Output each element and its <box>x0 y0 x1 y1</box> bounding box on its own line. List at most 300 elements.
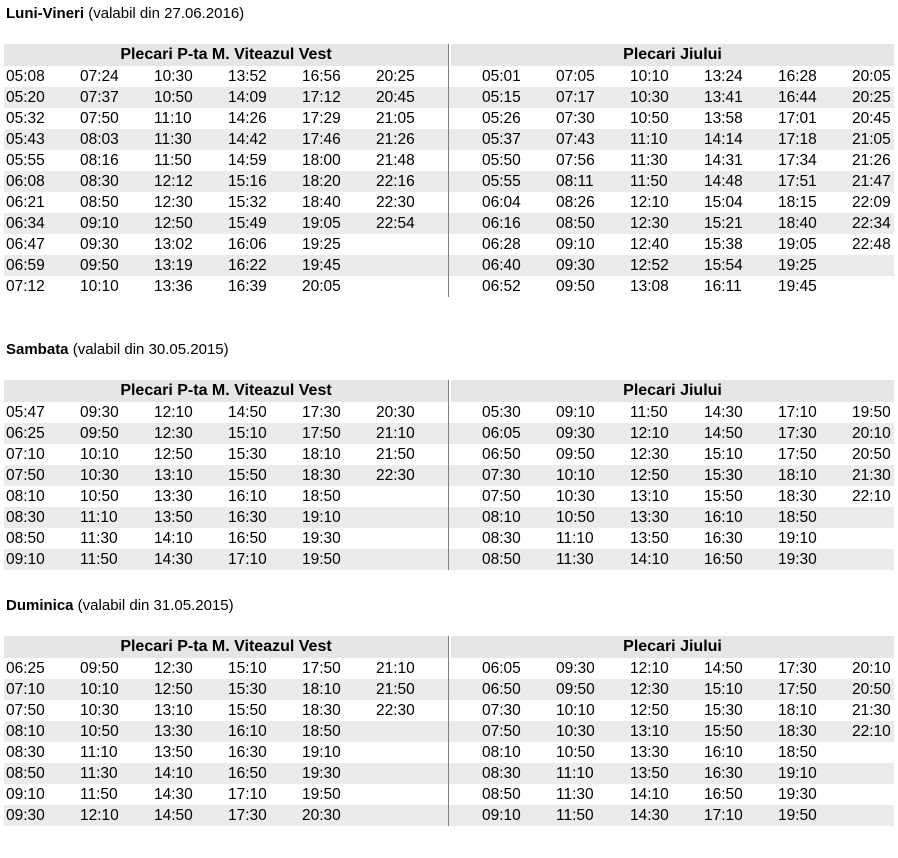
header-left: Plecari P-ta M. Viteazul Vest <box>4 636 448 658</box>
row-background <box>4 234 894 255</box>
departure-time-right: 07:30 <box>482 702 521 719</box>
departure-time-right: 17:50 <box>778 681 817 698</box>
row-background <box>4 129 894 150</box>
departure-time-right: 17:30 <box>778 660 817 677</box>
departure-time-left: 07:12 <box>6 278 45 295</box>
departure-time-left: 10:10 <box>80 446 119 463</box>
departure-time-right: 20:10 <box>852 425 891 442</box>
departure-time-right: 19:30 <box>778 551 817 568</box>
row-background <box>4 108 894 129</box>
header-right: Plecari Jiului <box>451 636 894 658</box>
departure-time-right: 17:01 <box>778 110 817 127</box>
departure-time-right: 13:10 <box>630 723 669 740</box>
departure-time-right: 09:50 <box>556 278 595 295</box>
column-divider <box>448 636 449 826</box>
departure-time-left: 06:59 <box>6 257 45 274</box>
departure-time-right: 17:34 <box>778 152 817 169</box>
departure-time-left: 14:30 <box>154 786 193 803</box>
row-background <box>4 213 894 234</box>
departure-time-left: 15:30 <box>228 681 267 698</box>
departure-time-right: 06:16 <box>482 215 521 232</box>
departure-time-left: 18:00 <box>302 152 341 169</box>
departure-time-right: 14:30 <box>630 807 669 824</box>
departure-time-right: 07:56 <box>556 152 595 169</box>
departure-time-right: 19:50 <box>852 404 891 421</box>
departure-time-left: 19:10 <box>302 509 341 526</box>
departure-time-left: 08:50 <box>80 194 119 211</box>
departure-time-right: 05:26 <box>482 110 521 127</box>
departure-time-right: 10:50 <box>556 744 595 761</box>
departure-time-right: 17:10 <box>778 404 817 421</box>
header-right: Plecari Jiului <box>451 380 894 402</box>
departure-time-right: 12:30 <box>630 681 669 698</box>
departure-time-right: 10:10 <box>556 702 595 719</box>
departure-time-left: 11:30 <box>80 765 118 782</box>
row-background <box>4 171 894 192</box>
departure-time-right: 10:50 <box>556 509 595 526</box>
departure-time-right: 07:05 <box>556 68 595 85</box>
departure-time-left: 20:30 <box>376 404 415 421</box>
departure-time-left: 12:50 <box>154 446 193 463</box>
table-row <box>4 700 894 721</box>
departure-time-right: 05:50 <box>482 152 521 169</box>
departure-time-left: 20:45 <box>376 89 415 106</box>
departure-time-left: 06:47 <box>6 236 45 253</box>
departure-time-left: 11:10 <box>80 744 118 761</box>
departure-time-right: 14:31 <box>704 152 743 169</box>
departure-time-right: 12:10 <box>630 660 669 677</box>
departure-time-left: 16:56 <box>302 68 341 85</box>
departure-time-right: 09:30 <box>556 660 595 677</box>
departure-time-left: 15:50 <box>228 702 267 719</box>
table-row <box>4 234 894 255</box>
row-background <box>4 276 894 297</box>
table-row <box>4 171 894 192</box>
departure-time-left: 08:30 <box>6 509 45 526</box>
departure-time-right: 12:50 <box>630 467 669 484</box>
section-validity: (valabil din 27.06.2016) <box>84 5 245 22</box>
departure-time-left: 13:02 <box>154 236 193 253</box>
departure-time-right: 22:10 <box>852 488 891 505</box>
row-background <box>4 255 894 276</box>
departure-time-left: 10:10 <box>80 681 119 698</box>
table-row <box>4 87 894 108</box>
departure-time-left: 08:10 <box>6 488 45 505</box>
departure-time-left: 08:16 <box>80 152 119 169</box>
departure-time-left: 18:20 <box>302 173 341 190</box>
departure-time-left: 06:34 <box>6 215 45 232</box>
table-row <box>4 486 894 507</box>
departure-time-right: 08:30 <box>482 765 521 782</box>
departure-time-right: 12:10 <box>630 425 669 442</box>
departure-time-right: 06:05 <box>482 660 521 677</box>
departure-time-right: 05:30 <box>482 404 521 421</box>
departure-time-left: 13:50 <box>154 744 193 761</box>
departure-time-left: 12:50 <box>154 681 193 698</box>
departure-time-left: 19:50 <box>302 551 341 568</box>
departure-time-left: 10:30 <box>80 702 119 719</box>
departure-time-right: 11:10 <box>556 530 594 547</box>
departure-time-right: 17:50 <box>778 446 817 463</box>
departure-time-right: 13:50 <box>630 765 669 782</box>
departure-time-left: 19:50 <box>302 786 341 803</box>
departure-time-right: 19:50 <box>778 807 817 824</box>
departure-time-right: 13:41 <box>704 89 743 106</box>
departure-time-left: 08:10 <box>6 723 45 740</box>
departure-time-right: 15:54 <box>704 257 743 274</box>
departure-time-right: 06:40 <box>482 257 521 274</box>
departure-time-right: 06:05 <box>482 425 521 442</box>
departure-time-right: 15:50 <box>704 488 743 505</box>
departure-time-left: 10:30 <box>154 68 193 85</box>
table-row <box>4 255 894 276</box>
departure-time-left: 14:30 <box>154 551 193 568</box>
departure-time-left: 05:47 <box>6 404 45 421</box>
row-background <box>4 658 894 679</box>
departure-time-right: 19:10 <box>778 765 817 782</box>
departure-time-right: 15:04 <box>704 194 743 211</box>
departure-time-left: 08:30 <box>80 173 119 190</box>
departure-time-left: 12:50 <box>154 215 193 232</box>
section-title <box>6 341 229 358</box>
departure-time-left: 15:49 <box>228 215 267 232</box>
departure-time-right: 09:10 <box>482 807 521 824</box>
departure-time-left: 15:50 <box>228 467 267 484</box>
departure-time-right: 11:10 <box>630 131 668 148</box>
departure-time-right: 07:30 <box>556 110 595 127</box>
departure-time-right: 09:10 <box>556 404 595 421</box>
departure-time-right: 07:43 <box>556 131 595 148</box>
departure-time-left: 19:05 <box>302 215 341 232</box>
table-row <box>4 528 894 549</box>
table-row <box>4 742 894 763</box>
departure-time-left: 14:09 <box>228 89 267 106</box>
departure-time-left: 09:30 <box>6 807 45 824</box>
departure-time-right: 10:50 <box>630 110 669 127</box>
departure-time-right: 17:51 <box>778 173 817 190</box>
departure-time-right: 14:48 <box>704 173 743 190</box>
departure-time-right: 16:30 <box>704 530 743 547</box>
departure-time-right: 16:30 <box>704 765 743 782</box>
departure-time-right: 21:30 <box>852 467 891 484</box>
departure-time-left: 18:10 <box>302 681 341 698</box>
departure-time-right: 08:11 <box>556 173 594 190</box>
departure-time-right: 12:10 <box>630 194 669 211</box>
departure-time-left: 21:10 <box>376 660 415 677</box>
table-row <box>4 108 894 129</box>
departure-time-right: 07:30 <box>482 467 521 484</box>
departure-time-right: 10:30 <box>556 488 595 505</box>
row-background <box>4 805 894 826</box>
section-day-label: Luni-Vineri <box>6 5 85 22</box>
departure-time-right: 22:34 <box>852 215 891 232</box>
table-row <box>4 423 894 444</box>
departure-time-left: 06:21 <box>6 194 45 211</box>
row-background <box>4 679 894 700</box>
table-row <box>4 658 894 679</box>
departure-time-right: 22:48 <box>852 236 891 253</box>
departure-time-left: 19:10 <box>302 744 341 761</box>
departure-time-right: 12:30 <box>630 215 669 232</box>
departure-time-right: 16:44 <box>778 89 817 106</box>
section-day-label: Duminica <box>6 597 74 614</box>
departure-time-right: 17:30 <box>778 425 817 442</box>
departure-time-left: 06:08 <box>6 173 45 190</box>
departure-time-right: 09:10 <box>556 236 595 253</box>
departure-time-left: 11:50 <box>80 786 118 803</box>
table-row <box>4 192 894 213</box>
departure-time-left: 21:50 <box>376 681 415 698</box>
departure-time-left: 14:10 <box>154 530 193 547</box>
departure-time-right: 08:50 <box>482 551 521 568</box>
departure-time-left: 18:40 <box>302 194 341 211</box>
departure-time-left: 10:50 <box>80 488 119 505</box>
departure-time-right: 11:30 <box>630 152 668 169</box>
departure-time-right: 21:05 <box>852 131 891 148</box>
departure-time-right: 18:40 <box>778 215 817 232</box>
row-background <box>4 507 894 528</box>
departure-time-left: 07:24 <box>80 68 119 85</box>
departure-time-left: 18:30 <box>302 467 341 484</box>
header-left: Plecari P-ta M. Viteazul Vest <box>4 380 448 402</box>
departure-time-left: 19:45 <box>302 257 341 274</box>
departure-time-left: 09:50 <box>80 257 119 274</box>
departure-time-left: 08:50 <box>6 765 45 782</box>
departure-time-left: 20:05 <box>302 278 341 295</box>
departure-time-right: 11:50 <box>630 404 668 421</box>
section-validity: (valabil din 31.05.2015) <box>73 597 234 614</box>
departure-time-left: 09:50 <box>80 425 119 442</box>
departure-time-right: 18:15 <box>778 194 817 211</box>
departure-time-right: 21:26 <box>852 152 891 169</box>
departure-time-right: 16:10 <box>704 744 743 761</box>
departure-time-left: 10:30 <box>80 467 119 484</box>
departure-time-left: 18:50 <box>302 488 341 505</box>
departure-time-left: 10:10 <box>80 278 119 295</box>
departure-time-right: 14:10 <box>630 551 669 568</box>
departure-time-left: 12:12 <box>154 173 193 190</box>
departure-time-left: 22:30 <box>376 194 415 211</box>
departure-time-left: 18:10 <box>302 446 341 463</box>
departure-time-left: 13:52 <box>228 68 267 85</box>
departure-time-left: 11:30 <box>154 131 192 148</box>
departure-time-right: 14:14 <box>704 131 743 148</box>
departure-time-left: 11:50 <box>154 152 192 169</box>
row-background <box>4 192 894 213</box>
departure-time-right: 05:15 <box>482 89 521 106</box>
departure-time-left: 11:50 <box>80 551 118 568</box>
departure-time-right: 18:30 <box>778 488 817 505</box>
table-row <box>4 763 894 784</box>
departure-time-right: 13:08 <box>630 278 669 295</box>
departure-time-left: 15:10 <box>228 660 267 677</box>
departure-time-left: 11:10 <box>80 509 118 526</box>
departure-time-right: 05:01 <box>482 68 521 85</box>
departure-time-right: 15:30 <box>704 702 743 719</box>
departure-time-right: 13:30 <box>630 744 669 761</box>
departure-time-right: 10:30 <box>630 89 669 106</box>
row-background <box>4 423 894 444</box>
table-row <box>4 679 894 700</box>
departure-time-right: 08:10 <box>482 509 521 526</box>
departure-time-left: 07:37 <box>80 89 119 106</box>
departure-time-left: 21:05 <box>376 110 415 127</box>
table-row <box>4 784 894 805</box>
departure-time-right: 12:50 <box>630 702 669 719</box>
departure-time-right: 18:50 <box>778 744 817 761</box>
departure-time-left: 05:43 <box>6 131 45 148</box>
departure-time-right: 19:05 <box>778 236 817 253</box>
departure-time-left: 21:48 <box>376 152 415 169</box>
departure-time-right: 06:28 <box>482 236 521 253</box>
departure-time-right: 20:05 <box>852 68 891 85</box>
departure-time-right: 07:17 <box>556 89 595 106</box>
section-title <box>6 5 244 22</box>
departure-time-left: 20:25 <box>376 68 415 85</box>
departure-time-left: 16:06 <box>228 236 267 253</box>
row-background <box>4 87 894 108</box>
departure-time-right: 13:30 <box>630 509 669 526</box>
departure-time-left: 08:30 <box>6 744 45 761</box>
departure-time-right: 06:50 <box>482 446 521 463</box>
departure-time-left: 08:50 <box>6 530 45 547</box>
row-background <box>4 444 894 465</box>
departure-time-left: 11:30 <box>80 530 118 547</box>
departure-time-right: 06:52 <box>482 278 521 295</box>
table-row <box>4 150 894 171</box>
departure-time-left: 08:03 <box>80 131 119 148</box>
departure-time-left: 14:50 <box>154 807 193 824</box>
departure-time-right: 08:50 <box>482 786 521 803</box>
departure-time-right: 20:10 <box>852 660 891 677</box>
departure-time-left: 16:50 <box>228 765 267 782</box>
departure-time-left: 17:10 <box>228 551 267 568</box>
table-row <box>4 549 894 570</box>
departure-time-left: 22:54 <box>376 215 415 232</box>
departure-time-left: 11:10 <box>154 110 192 127</box>
departure-time-right: 05:55 <box>482 173 521 190</box>
row-background <box>4 66 894 87</box>
departure-time-right: 05:37 <box>482 131 521 148</box>
departure-time-right: 08:10 <box>482 744 521 761</box>
departure-time-left: 17:30 <box>228 807 267 824</box>
departure-time-right: 08:30 <box>482 530 521 547</box>
row-background <box>4 486 894 507</box>
departure-time-right: 20:45 <box>852 110 891 127</box>
departure-time-right: 21:30 <box>852 702 891 719</box>
row-background <box>4 700 894 721</box>
row-background <box>4 402 894 423</box>
departure-time-right: 20:25 <box>852 89 891 106</box>
departure-time-right: 22:10 <box>852 723 891 740</box>
departure-time-left: 14:42 <box>228 131 267 148</box>
departure-time-left: 13:10 <box>154 702 193 719</box>
departure-time-right: 18:50 <box>778 509 817 526</box>
departure-time-left: 15:16 <box>228 173 267 190</box>
departure-time-right: 15:10 <box>704 681 743 698</box>
departure-time-right: 13:50 <box>630 530 669 547</box>
departure-time-left: 09:10 <box>6 551 45 568</box>
departure-time-left: 15:32 <box>228 194 267 211</box>
departure-time-right: 19:25 <box>778 257 817 274</box>
departure-time-left: 17:30 <box>302 404 341 421</box>
departure-time-right: 16:11 <box>704 278 742 295</box>
section-day-label: Sambata <box>6 341 69 358</box>
departure-time-right: 06:04 <box>482 194 521 211</box>
departure-time-right: 15:30 <box>704 467 743 484</box>
departure-time-left: 05:20 <box>6 89 45 106</box>
departure-time-right: 09:30 <box>556 257 595 274</box>
departure-time-left: 13:10 <box>154 467 193 484</box>
departure-time-left: 12:30 <box>154 660 193 677</box>
departure-time-left: 16:39 <box>228 278 267 295</box>
departure-time-left: 10:50 <box>154 89 193 106</box>
departure-time-right: 12:30 <box>630 446 669 463</box>
departure-time-right: 11:10 <box>556 765 594 782</box>
departure-time-left: 09:50 <box>80 660 119 677</box>
departure-time-left: 17:46 <box>302 131 341 148</box>
departure-time-left: 13:30 <box>154 488 193 505</box>
departure-time-left: 15:30 <box>228 446 267 463</box>
departure-time-right: 11:50 <box>556 807 594 824</box>
column-divider <box>448 380 449 570</box>
departure-time-left: 14:10 <box>154 765 193 782</box>
departure-time-left: 19:30 <box>302 530 341 547</box>
departure-time-left: 13:50 <box>154 509 193 526</box>
table-row <box>4 66 894 87</box>
departure-time-right: 16:10 <box>704 509 743 526</box>
departure-time-left: 05:55 <box>6 152 45 169</box>
table-row <box>4 129 894 150</box>
departure-time-left: 15:10 <box>228 425 267 442</box>
departure-time-right: 19:30 <box>778 786 817 803</box>
departure-time-right: 09:50 <box>556 681 595 698</box>
departure-time-left: 05:08 <box>6 68 45 85</box>
departure-time-left: 12:10 <box>80 807 119 824</box>
table-row <box>4 444 894 465</box>
departure-time-left: 19:25 <box>302 236 341 253</box>
departure-time-left: 13:30 <box>154 723 193 740</box>
departure-time-left: 21:10 <box>376 425 415 442</box>
row-background <box>4 742 894 763</box>
departure-time-left: 16:30 <box>228 744 267 761</box>
departure-time-right: 21:47 <box>852 173 891 190</box>
departure-time-left: 12:30 <box>154 194 193 211</box>
table-row <box>4 276 894 297</box>
departure-time-left: 09:10 <box>6 786 45 803</box>
departure-time-right: 20:50 <box>852 681 891 698</box>
departure-time-left: 20:30 <box>302 807 341 824</box>
departure-time-right: 18:10 <box>778 702 817 719</box>
departure-time-left: 12:10 <box>154 404 193 421</box>
departure-time-left: 17:50 <box>302 660 341 677</box>
departure-time-right: 16:50 <box>704 551 743 568</box>
departure-time-right: 07:50 <box>482 723 521 740</box>
departure-time-right: 20:50 <box>852 446 891 463</box>
departure-time-right: 15:38 <box>704 236 743 253</box>
table-row <box>4 465 894 486</box>
departure-time-left: 13:19 <box>154 257 193 274</box>
departure-time-right: 14:30 <box>704 404 743 421</box>
departure-time-left: 06:25 <box>6 425 45 442</box>
header-left: Plecari P-ta M. Viteazul Vest <box>4 44 448 66</box>
departure-time-right: 18:30 <box>778 723 817 740</box>
departure-time-left: 07:10 <box>6 446 45 463</box>
departure-time-right: 16:50 <box>704 786 743 803</box>
departure-time-left: 16:10 <box>228 723 267 740</box>
departure-time-right: 11:30 <box>556 786 594 803</box>
departure-time-right: 14:10 <box>630 786 669 803</box>
